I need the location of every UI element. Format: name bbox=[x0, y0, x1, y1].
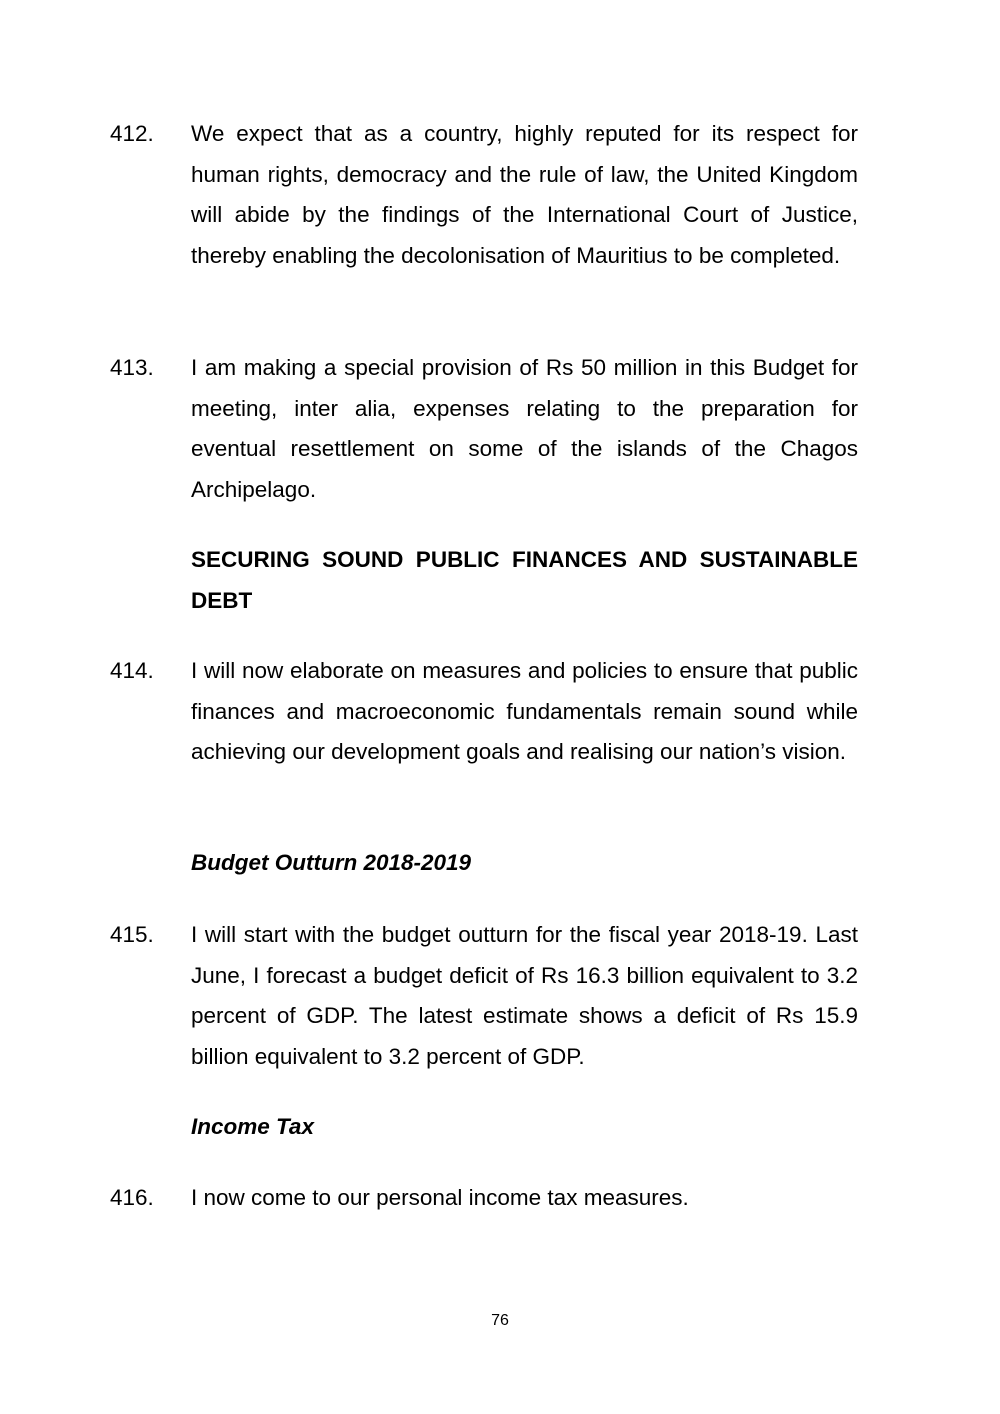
paragraph-416 bbox=[110, 1178, 858, 1219]
paragraph-number: 412. bbox=[110, 121, 154, 146]
paragraph-413 bbox=[110, 348, 858, 510]
paragraph-412 bbox=[110, 114, 858, 276]
paragraph-number: 414. bbox=[110, 658, 154, 683]
page-number: 76 bbox=[491, 1312, 509, 1329]
paragraph-text: I will now elaborate on measures and policies to ensure that public finances and macroeconomic fundamentals remain sound while achieving our development goals and realising our nation’s vision. bbox=[191, 658, 858, 764]
subheading-income-tax: Income Tax bbox=[191, 1114, 314, 1139]
paragraph-number: 416. bbox=[110, 1185, 154, 1210]
paragraph-414 bbox=[110, 651, 858, 773]
paragraph-text: We expect that as a country, highly reputed for its respect for human rights, democracy and the rule of law, the United Kingdom will abide by the findings of the International Court of Justice, thereby enabling the decolonisation of Mauritius to be completed. bbox=[191, 121, 858, 268]
paragraph-text: I now come to our personal income tax measures. bbox=[191, 1185, 689, 1210]
paragraph-number: 413. bbox=[110, 355, 154, 380]
paragraph-number: 415. bbox=[110, 922, 154, 947]
paragraph-text: I am making a special provision of Rs 50 million in this Budget for meeting, inter alia, expenses relating to the preparation for eventual resettlement on some of the islands of the Chagos Archipelago. bbox=[191, 355, 858, 502]
paragraph-415 bbox=[110, 915, 858, 1077]
paragraph-text: I will start with the budget outturn for the fiscal year 2018-19. Last June, I forecast a budget deficit of Rs 16.3 billion equivalent to 3.2 percent of GDP. The latest estimate shows a deficit of Rs 15.9 billion equivalent to 3.2 percent of GDP. bbox=[191, 922, 858, 1069]
subheading-budget-outturn: Budget Outturn 2018-2019 bbox=[191, 850, 472, 875]
section-heading: SECURING SOUND PUBLIC FINANCES AND SUSTAINABLE DEBT bbox=[191, 547, 858, 613]
